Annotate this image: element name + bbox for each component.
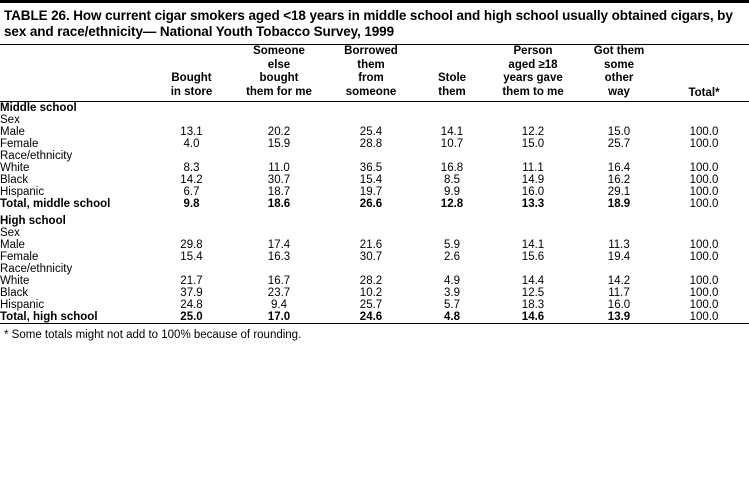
- table-row: [0, 251, 749, 263]
- row-label: Female: [0, 251, 39, 264]
- col-header-line: way: [608, 85, 630, 98]
- cell-value: 11.7: [608, 287, 630, 300]
- col-header-line: them: [438, 85, 466, 98]
- col-header-line: Person: [513, 44, 553, 57]
- row-label: Sex: [0, 114, 20, 127]
- cell-total: [659, 114, 749, 126]
- cell-value: [150, 114, 233, 126]
- table-row: [0, 287, 749, 299]
- cell-value: 30.7: [359, 251, 383, 264]
- cell-value: 11.3: [608, 239, 630, 252]
- cell-value: [417, 215, 487, 227]
- cell-value: 18.7: [267, 186, 291, 199]
- cell-value: [325, 114, 417, 126]
- cell-value: 18.6: [267, 198, 291, 211]
- cell-value: 5.7: [444, 299, 460, 312]
- cell-value: 15.9: [267, 138, 291, 151]
- col-header-line: aged ≥18: [508, 58, 558, 71]
- cell-value: [233, 227, 325, 239]
- cell-value: 21.7: [180, 275, 203, 288]
- col-header-total: [659, 45, 749, 99]
- cell-value: 15.6: [521, 251, 545, 264]
- cell-value: 14.9: [521, 174, 545, 187]
- cell-value: 13.1: [180, 126, 203, 139]
- cell-value: 8.5: [444, 174, 460, 187]
- cell-value: 9.4: [271, 299, 287, 312]
- cell-value: 29.8: [180, 239, 203, 252]
- cell-value: [487, 215, 579, 227]
- table-subhead-row: [0, 114, 749, 126]
- cell-value: [579, 263, 659, 275]
- row-label: White: [0, 162, 30, 175]
- row-label: White: [0, 275, 30, 288]
- col-header-line: in store: [170, 85, 213, 98]
- cell-value: [579, 102, 659, 115]
- table-row: [0, 138, 749, 150]
- cell-value: 15.0: [521, 138, 545, 151]
- cell-value: [150, 150, 233, 162]
- cell-total: 100.0: [689, 186, 719, 199]
- cell-value: 5.9: [444, 239, 460, 252]
- cell-value: [487, 102, 579, 115]
- cell-value: 28.2: [359, 275, 383, 288]
- cell-value: 16.8: [440, 162, 464, 175]
- cell-total: 100.0: [689, 251, 719, 264]
- col-header-line: Bought: [171, 72, 212, 85]
- col-header-someone-else-bought: [233, 45, 325, 99]
- cell-value: 14.1: [521, 239, 545, 252]
- cell-value: 10.7: [440, 138, 464, 151]
- col-header-line: from: [358, 72, 384, 85]
- row-label: Race/ethnicity: [0, 263, 73, 276]
- cell-value: 16.0: [607, 299, 631, 312]
- cell-value: 6.7: [183, 186, 200, 199]
- cell-total: 100.0: [689, 162, 719, 175]
- cell-value: 15.4: [359, 174, 383, 187]
- cell-value: [233, 114, 325, 126]
- cell-value: 18.3: [521, 299, 545, 312]
- cell-value: 12.5: [521, 287, 545, 300]
- cell-value: 37.9: [180, 287, 203, 300]
- cell-value: 17.4: [267, 239, 291, 252]
- row-label: Male: [0, 126, 25, 139]
- cell-value: 11.0: [268, 162, 290, 175]
- col-header-stole: [417, 45, 487, 99]
- row-label: High school: [0, 215, 66, 228]
- table-row: [0, 239, 749, 251]
- cell-value: 28.8: [359, 138, 383, 151]
- cell-value: [233, 102, 325, 115]
- table-total-row: [0, 311, 749, 323]
- table-subhead-row: [0, 263, 749, 275]
- cell-total: 100.0: [689, 287, 719, 300]
- row-label: Middle school: [0, 102, 77, 115]
- table-subhead-row: [0, 150, 749, 162]
- row-label: Hispanic: [0, 186, 45, 199]
- cell-value: 4.0: [183, 138, 200, 151]
- cell-value: 9.9: [444, 186, 460, 199]
- col-header-line: Total*: [688, 87, 720, 100]
- table-row: [0, 186, 749, 198]
- cell-value: [233, 263, 325, 275]
- cell-value: [325, 102, 417, 115]
- row-label: Black: [0, 174, 29, 187]
- cell-value: 16.0: [521, 186, 545, 199]
- cell-value: 23.7: [267, 287, 291, 300]
- col-header-line: Stole: [437, 72, 467, 85]
- cell-value: 15.0: [607, 126, 631, 139]
- col-header-line: Someone: [253, 44, 305, 57]
- cell-value: 14.6: [521, 311, 545, 324]
- cell-value: [579, 227, 659, 239]
- table-row: [0, 299, 749, 311]
- cell-value: [325, 263, 417, 275]
- cell-value: [150, 215, 233, 227]
- page-title: TABLE 26. How current cigar smokers aged <18 years in middle school and high school usually obtained cigars, by sex and race/ethnicity— National Youth Tobacco Survey, 1999: [4, 8, 733, 40]
- cell-value: [150, 263, 233, 275]
- cell-value: 25.4: [359, 126, 383, 139]
- cell-total: 100.0: [689, 299, 719, 312]
- col-header-borrowed: [325, 45, 417, 99]
- cell-value: [325, 215, 417, 227]
- cell-value: 12.2: [521, 126, 545, 139]
- cell-total: [659, 215, 749, 227]
- col-header-line: them to me: [502, 85, 564, 98]
- col-header-line: years gave: [503, 72, 563, 85]
- table-body: [0, 102, 749, 324]
- cell-total: [659, 102, 749, 115]
- data-table: [0, 45, 749, 323]
- cell-total: 100.0: [689, 138, 719, 151]
- cell-value: [417, 227, 487, 239]
- table-row: [0, 126, 749, 138]
- cell-value: [579, 114, 659, 126]
- cell-value: 15.4: [180, 251, 203, 264]
- cell-total: [659, 227, 749, 239]
- col-header-line: other: [604, 72, 634, 85]
- cell-value: [579, 215, 659, 227]
- cell-value: 25.7: [359, 299, 383, 312]
- cell-value: [233, 215, 325, 227]
- col-header-bought-in-store: [150, 45, 233, 99]
- col-header-blank: [0, 45, 150, 99]
- cell-total: 100.0: [689, 198, 719, 211]
- cell-value: 24.6: [359, 311, 383, 324]
- cell-value: 14.2: [607, 275, 631, 288]
- row-label: Total, high school: [0, 311, 98, 324]
- table-section-row: [0, 102, 749, 115]
- footnote: * Some totals might not add to 100% because of rounding.: [4, 329, 302, 342]
- cell-value: 20.2: [267, 126, 291, 139]
- cell-value: [417, 114, 487, 126]
- cell-total: 100.0: [689, 126, 719, 139]
- cell-value: [487, 114, 579, 126]
- col-header-line: someone: [345, 85, 397, 98]
- cell-value: 14.4: [521, 275, 545, 288]
- col-header-line: Borrowed: [344, 44, 398, 57]
- col-header-line: else: [267, 58, 291, 71]
- cell-value: 8.3: [183, 162, 200, 175]
- table-row: [0, 174, 749, 186]
- cell-total: 100.0: [689, 239, 719, 252]
- cell-value: [487, 263, 579, 275]
- cell-total: 100.0: [689, 275, 719, 288]
- cell-total: [659, 263, 749, 275]
- col-header-line: them for me: [246, 85, 312, 98]
- cell-value: 19.4: [607, 251, 631, 264]
- cell-value: 13.9: [607, 311, 631, 324]
- cell-value: 14.2: [180, 174, 203, 187]
- cell-total: 100.0: [689, 174, 719, 187]
- cell-value: [150, 227, 233, 239]
- cell-value: 19.7: [359, 186, 383, 199]
- cell-value: [417, 102, 487, 115]
- col-header-other-way: [579, 45, 659, 99]
- cell-total: 100.0: [689, 311, 719, 324]
- table-row: [0, 162, 749, 174]
- header-row: [0, 45, 749, 99]
- cell-value: [487, 150, 579, 162]
- cell-value: 16.2: [607, 174, 631, 187]
- row-label: Male: [0, 239, 25, 252]
- col-header-line: bought: [259, 72, 299, 85]
- row-label: Black: [0, 287, 29, 300]
- cell-value: 29.1: [607, 186, 631, 199]
- row-label: Female: [0, 138, 39, 151]
- cell-value: [487, 227, 579, 239]
- cell-value: 12.8: [440, 198, 464, 211]
- cell-value: 18.9: [607, 198, 631, 211]
- cell-value: 11.1: [522, 162, 544, 175]
- cell-value: [325, 227, 417, 239]
- cell-value: 17.0: [267, 311, 291, 324]
- cell-value: 16.7: [267, 275, 291, 288]
- cell-value: 30.7: [267, 174, 291, 187]
- col-header-person-aged-18: [487, 45, 579, 99]
- row-label: Hispanic: [0, 299, 45, 312]
- cell-value: 21.6: [359, 239, 383, 252]
- cell-value: 14.1: [440, 126, 464, 139]
- col-header-line: some: [603, 58, 635, 71]
- cell-value: 16.3: [267, 251, 291, 264]
- cell-value: 36.5: [359, 162, 383, 175]
- table-row: [0, 275, 749, 287]
- cell-value: [417, 150, 487, 162]
- cell-value: 26.6: [359, 198, 383, 211]
- cell-value: [150, 102, 233, 115]
- cell-value: 4.8: [444, 311, 460, 324]
- cell-value: 4.9: [444, 275, 460, 288]
- cell-value: 10.2: [359, 287, 383, 300]
- cell-value: 13.3: [521, 198, 545, 211]
- cell-value: [233, 150, 325, 162]
- cell-value: 25.0: [180, 311, 203, 324]
- cell-value: [579, 150, 659, 162]
- table-section-row: [0, 215, 749, 227]
- row-label: Total, middle school: [0, 198, 111, 211]
- cell-value: [417, 263, 487, 275]
- cell-value: 16.4: [607, 162, 631, 175]
- cell-value: 9.8: [183, 198, 200, 211]
- row-label: Race/ethnicity: [0, 150, 73, 163]
- cell-value: 2.6: [444, 251, 460, 264]
- row-label: Sex: [0, 227, 20, 240]
- table-total-row: [0, 198, 749, 210]
- cell-value: 24.8: [180, 299, 203, 312]
- col-header-line: them: [357, 58, 385, 71]
- cell-value: 3.9: [444, 287, 460, 300]
- col-header-line: Got them: [593, 44, 645, 57]
- cell-value: 25.7: [607, 138, 631, 151]
- table-subhead-row: [0, 227, 749, 239]
- cell-value: [325, 150, 417, 162]
- cell-total: [659, 150, 749, 162]
